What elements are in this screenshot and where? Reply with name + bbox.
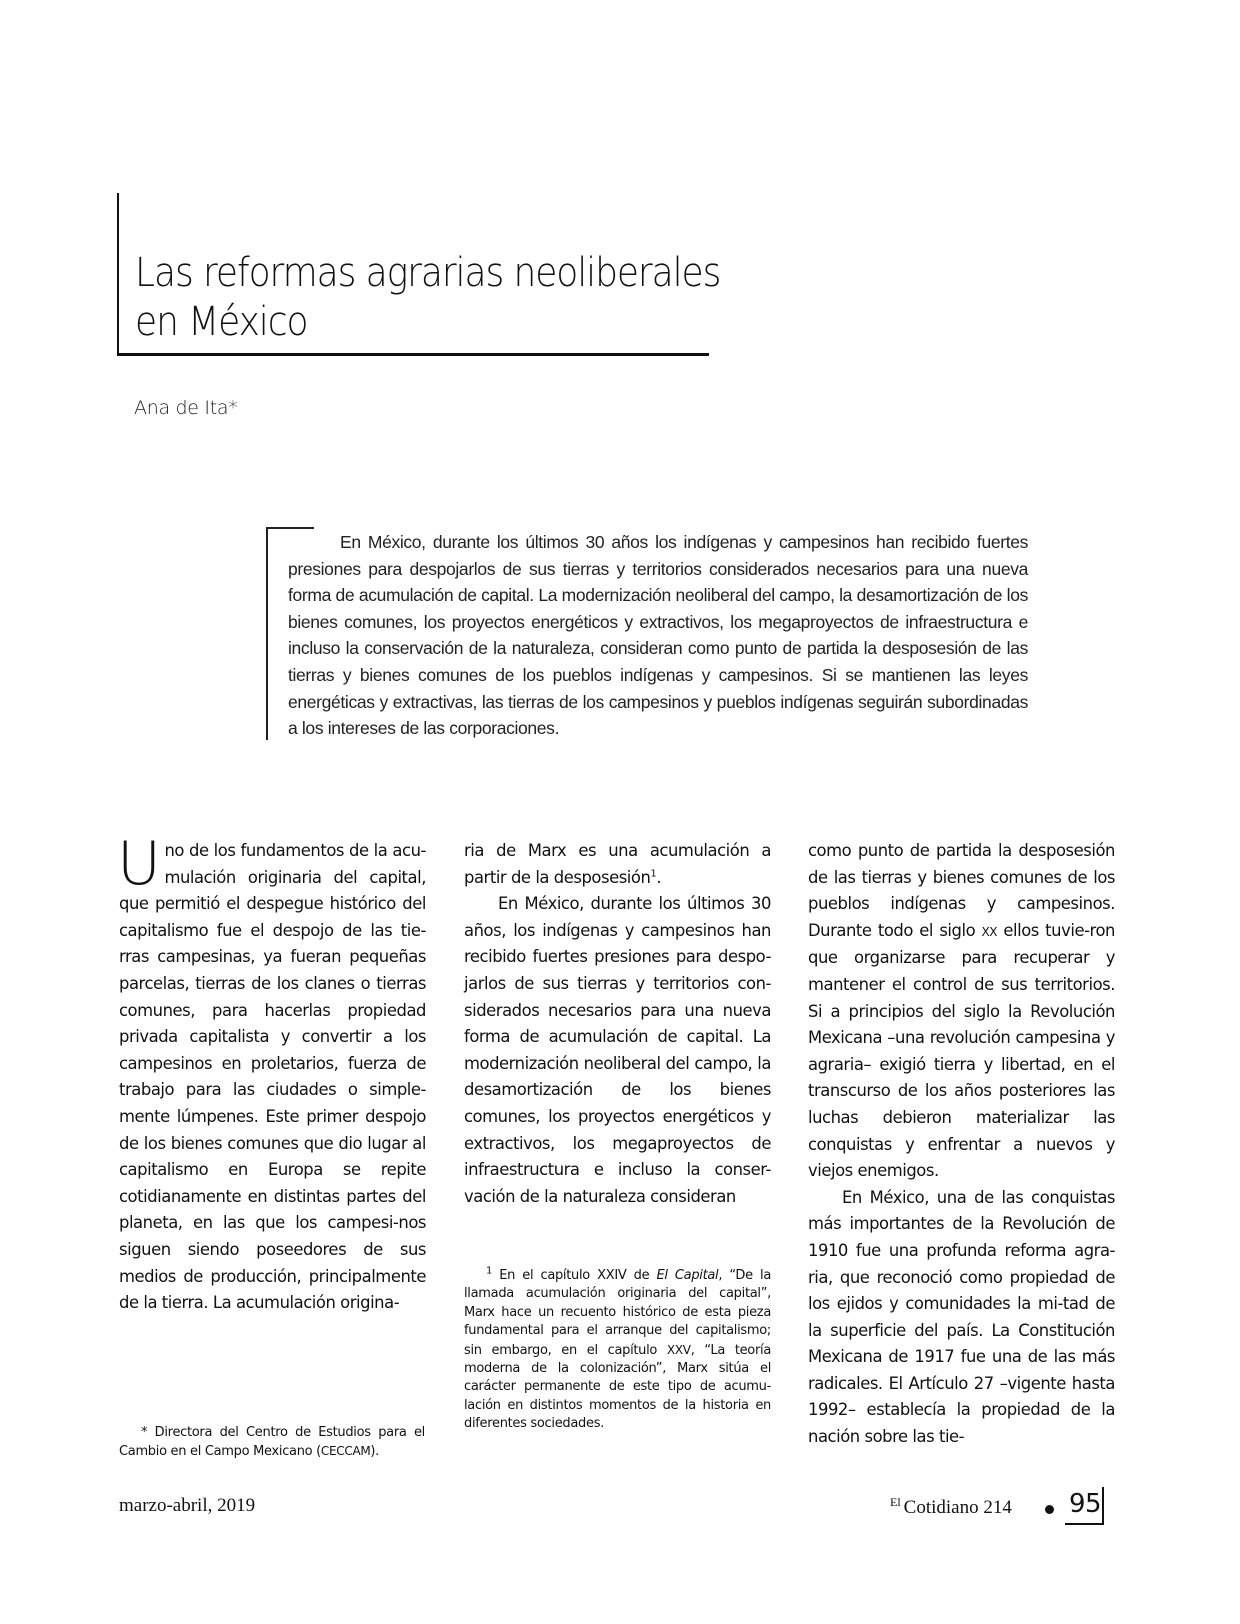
abstract-box [266, 527, 1028, 740]
article-title [135, 249, 720, 347]
paragraph: Uno de los fundamentos de la acu-mulación originaria del capital, que permitió el despegue histórico del capitalismo fue el despojo de las tie-rras campesinas, ya fueran pequeñas parcelas, tierras de los clanes o tierras comunes, para hacerlas propiedad privada capitalista y convertir a los campesinos en proletarios, fuerza de trabajo para las ciudades o simple-mente lúmpenes. Este primer despojo de los bienes comunes que dio lugar al capitalismo en Europa se repite cotidianamente en distintas partes del planeta, en las que los campesi-nos siguen siendo poseedores de sus medios de producción, principalmente de la tierra. La acumulación origina- [117, 829, 426, 1313]
drop-cap: U [117, 829, 161, 899]
paragraph: En México, durante los últimos 30 años, los indígenas y campesinos han recibido fuertes presiones para despo-jarlos de sus tierras y territorios con-siderados necesarios para una nueva forma de acumulación de capital. La modernización neoliberal del campo, la desamortización de los bienes comunes, los proyectos energéticos y extractivos, los megaproyectos de infraestructura e incluso la conser-vación de la naturaleza consideran [464, 894, 771, 1206]
page-number: 95 [1069, 1489, 1102, 1519]
paragraph: En México, una de las conquistas más importantes de la Revolución de 1910 fue una profunda reforma agra-ria, que reconoció como propiedad de los ejidos y comunidades la mi-tad de la superficie del país. La Constitución Mexicana de 1917 fue una de las más radicales. El Artículo 27 –vigente hasta 1992– establecía la propiedad de la nación sobre las tie- [808, 1187, 1115, 1447]
bullet-icon [1045, 1505, 1054, 1514]
author-name: Ana de Ita* [134, 397, 238, 419]
footnote-1: $^1$ En el capítulo XXIV de El Capital, “De la llamada acumulación originaria del capital”, Marx hace un recuento histórico de esta pieza fundamental para el arranque del capitalismo; sin embargo, en el capítulo XXV, “La teoría moderna de la colonización”, Marx sitúa el carácter permanente de este tipo de acumu-lación en distintos momentos de la historia en diferentes sociedades. [464, 1265, 771, 1432]
footnote-marker: 1 [486, 1265, 493, 1277]
body-column-1 [117, 829, 426, 1317]
footnote-ref-1[interactable]: 1 [650, 868, 657, 880]
issue-date: marzo-abril, 2019 [119, 1495, 256, 1516]
journal-name: $^{El}$ Cotidiano 214 [890, 1495, 1012, 1518]
body-column-3 [808, 838, 1115, 1451]
title-line-1: Las reformas agrarias neoliberales [135, 250, 721, 296]
book-title: El Capital [656, 1268, 719, 1283]
running-footer [890, 1489, 1120, 1527]
author-footnote: * Directora del Centro de Estudios para el Cambio en el Campo Mexicano (CECCAM). [119, 1425, 425, 1460]
body-column-2 [464, 838, 771, 1210]
paragraph: como punto de partida la desposesión de las tierras y bienes comunes de los pueblos indígenas y campesinos. Durante todo el siglo XX ellos tuvie-ron que organizarse para recuperar y mantener el control de sus territorios. Si a principios del siglo la Revolución Mexicana –una revolución campesina y agraria– exigió tierra y libertad, en el transcurso de los años posteriores las luchas debieron materializar las conquistas y enfrentar a nuevos y viejos enemigos. [808, 841, 1115, 1181]
title-line-2: en México [135, 299, 308, 345]
title-block [117, 193, 721, 356]
paragraph: ria de Marx es una acumulación a partir de la desposesión$^1$. [464, 841, 771, 887]
abstract-text: En México, durante los últimos 30 años los indígenas y campesinos han recibido fuertes presiones para despojarlos de sus tierras y territorios considerados necesarios para una nueva forma de acumulación de capital. La modernización neoliberal del campo, la desamortización de los bienes comunes, los proyectos energéticos y extractivos, los megaproyectos de infraestructura e incluso la conservación de la naturaleza, consideran como punto de partida la desposesión de las tierras y bienes comunes de los pueblos indígenas y campesinos. Si se mantienen las leyes energéticas y extractivas, las tierras de los campesinos y pueblos indígenas seguirán subordinadas a los intereses de las corporaciones. [288, 532, 1028, 739]
